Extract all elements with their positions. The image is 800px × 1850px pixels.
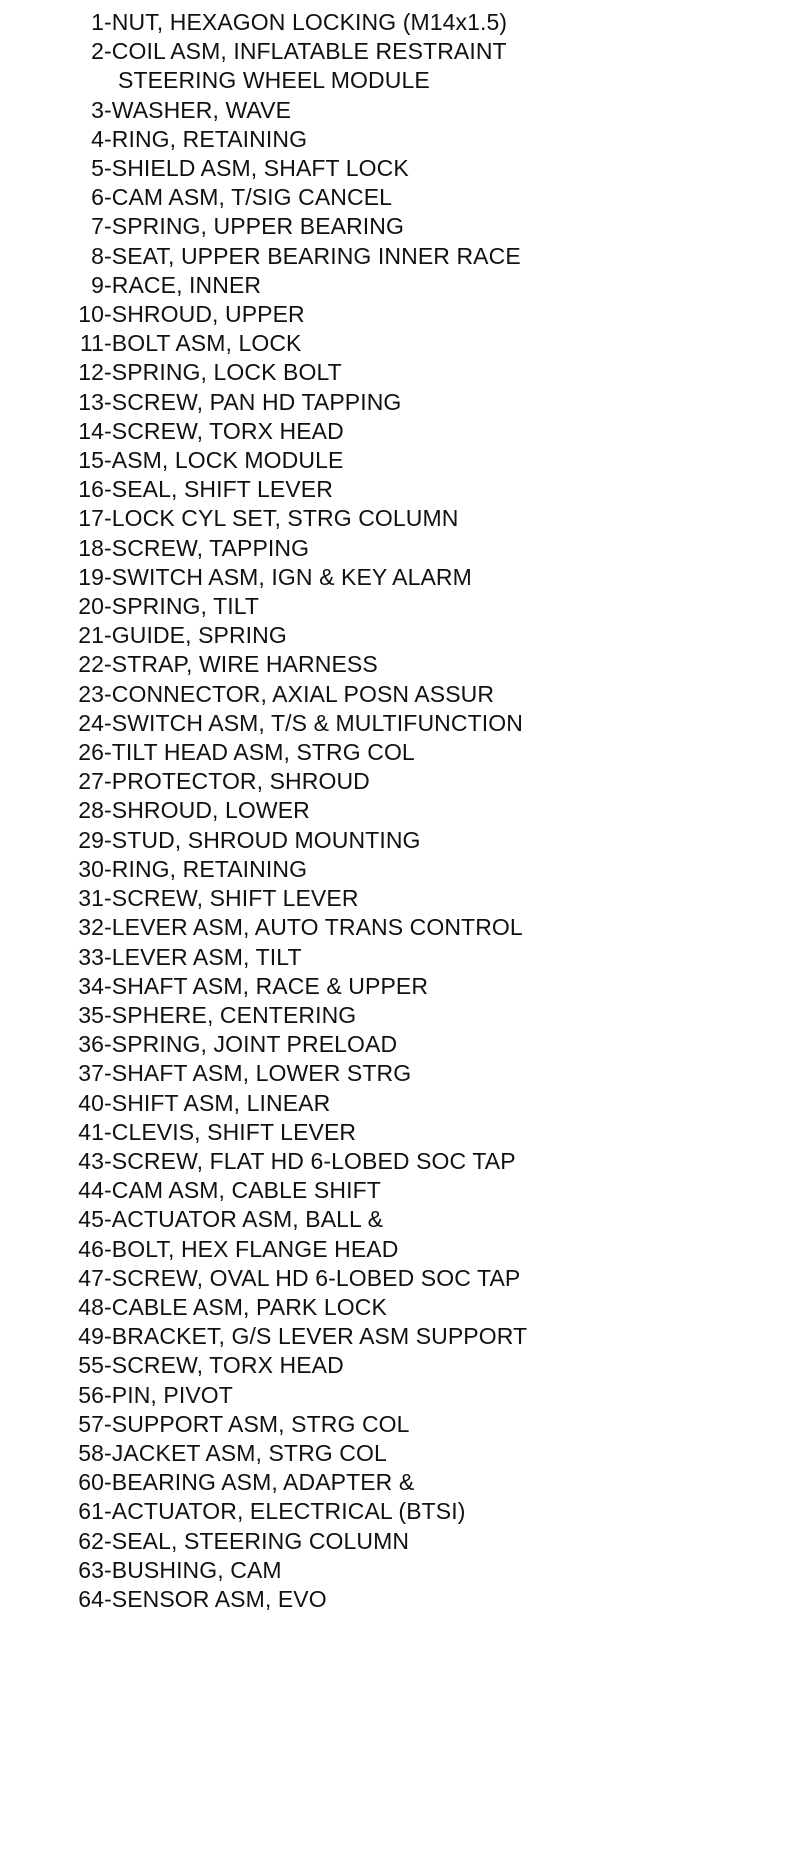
part-item [0,358,800,387]
part-description: SPRING, JOINT PRELOAD [111,1031,398,1058]
part-item [0,329,800,358]
part-number: 63 [78,1556,104,1583]
part-separator: - [104,651,112,678]
part-item [0,1293,800,1322]
part-item [0,271,800,300]
part-separator: - [104,885,112,912]
part-description: LEVER ASM, AUTO TRANS CONTROL [111,914,523,941]
part-description: SEAT, UPPER BEARING INNER RACE [111,242,521,269]
part-number: 9 [91,271,104,298]
part-item [0,1468,800,1497]
part-separator: - [104,1585,112,1612]
part-item [0,1030,800,1059]
part-item [0,650,800,679]
part-number: 29 [78,826,104,853]
part-separator: - [104,943,112,970]
part-separator: - [104,1293,112,1320]
part-item [0,709,800,738]
part-description: SHIELD ASM, SHAFT LOCK [111,155,409,182]
part-item [0,1556,800,1585]
part-separator: - [104,1323,112,1350]
part-number: 27 [78,768,104,795]
part-separator: - [104,505,112,532]
part-item [0,1527,800,1556]
part-item [0,300,800,329]
part-description: SHROUD, UPPER [111,301,305,328]
part-item [0,446,800,475]
part-separator: - [104,359,112,386]
part-item [0,242,800,271]
part-item [0,621,800,650]
part-separator: - [104,242,112,269]
part-separator: - [104,417,112,444]
part-description: CONNECTOR, AXIAL POSN ASSUR [111,680,495,707]
part-separator: - [104,1235,112,1262]
part-separator: - [104,1206,112,1233]
part-item [0,855,800,884]
part-separator: - [104,9,112,35]
part-number: 57 [78,1410,104,1437]
part-description: GUIDE, SPRING [111,622,287,649]
part-number: 22 [78,651,104,678]
part-description: LEVER ASM, TILT [111,943,302,970]
part-description: WASHER, WAVE [111,96,292,123]
part-description: SHROUD, LOWER [111,797,310,824]
part-item [0,1585,800,1614]
part-item [0,1059,800,1088]
part-separator: - [104,1410,112,1437]
part-separator: - [104,1031,112,1058]
part-item [0,563,800,592]
part-separator: - [104,1352,112,1379]
part-description: RING, RETAINING [111,125,308,152]
part-description: SCREW, TORX HEAD [111,417,344,444]
part-description: ASM, LOCK MODULE [111,447,344,474]
part-number: 44 [78,1177,104,1204]
part-description: NUT, HEXAGON LOCKING (M14x1.5) [111,9,508,35]
part-description: CLEVIS, SHIFT LEVER [111,1118,357,1145]
part-item [0,212,800,241]
part-description: ACTUATOR, ELECTRICAL (BTSI) [111,1498,466,1525]
part-separator: - [104,155,112,182]
part-separator: - [104,184,112,211]
part-number: 55 [78,1352,104,1379]
part-number: 64 [78,1585,104,1612]
part-separator: - [104,709,112,736]
part-number: 16 [78,476,104,503]
part-description: JACKET ASM, STRG COL [111,1439,387,1466]
part-separator: - [104,38,112,65]
part-number: 48 [78,1293,104,1320]
part-number: 21 [78,622,104,649]
part-number: 58 [78,1439,104,1466]
part-number: 13 [78,388,104,415]
part-number: 7 [91,213,104,240]
part-description: BRACKET, G/S LEVER ASM SUPPORT [111,1323,528,1350]
part-description: SCREW, TAPPING [111,534,310,561]
part-item [0,8,800,37]
part-item [0,417,800,446]
part-separator: - [104,534,112,561]
part-number: 56 [78,1381,104,1408]
part-separator: - [104,855,112,882]
part-item [0,388,800,417]
part-description: SEAL, SHIFT LEVER [111,476,333,503]
part-number: 41 [78,1118,104,1145]
part-description: CABLE ASM, PARK LOCK [111,1293,387,1320]
part-item [0,534,800,563]
part-number: 33 [78,943,104,970]
part-description: ACTUATOR ASM, BALL & [111,1206,384,1233]
part-separator: - [104,96,112,123]
part-item [0,826,800,855]
part-description: PROTECTOR, SHROUD [111,768,370,795]
part-number: 6 [91,184,104,211]
part-separator: - [104,680,112,707]
part-separator: - [104,388,112,415]
part-separator: - [104,301,112,328]
part-number: 46 [78,1235,104,1262]
part-separator: - [104,1264,112,1291]
part-description: SCREW, FLAT HD 6-LOBED SOC TAP [111,1147,516,1174]
part-separator: - [104,1498,112,1525]
part-description: SPRING, UPPER BEARING [111,213,404,240]
part-item [0,1351,800,1380]
part-number: 26 [78,739,104,766]
part-separator: - [104,826,112,853]
part-number: 19 [78,563,104,590]
part-description: BUSHING, CAM [111,1556,282,1583]
part-description: SHAFT ASM, RACE & UPPER [111,972,429,999]
part-item [0,680,800,709]
part-item [0,972,800,1001]
part-number: 23 [78,680,104,707]
part-number: 45 [78,1206,104,1233]
part-description: BOLT, HEX FLANGE HEAD [111,1235,399,1262]
part-item [0,1322,800,1351]
part-number: 1 [91,9,104,35]
part-separator: - [104,125,112,152]
part-number: 14 [78,417,104,444]
part-description: SENSOR ASM, EVO [111,1585,327,1612]
part-description: PIN, PIVOT [111,1381,233,1408]
part-separator: - [104,1147,112,1174]
part-number: 31 [78,885,104,912]
part-description: CAM ASM, T/SIG CANCEL [111,184,393,211]
part-description: BEARING ASM, ADAPTER & [111,1469,415,1496]
part-number: 20 [78,593,104,620]
part-item [0,154,800,183]
part-number: 37 [78,1060,104,1087]
part-number: 43 [78,1147,104,1174]
part-description: SCREW, TORX HEAD [111,1352,344,1379]
part-separator: - [104,1527,112,1554]
part-number: 36 [78,1031,104,1058]
part-number: 60 [78,1469,104,1496]
part-separator: - [104,768,112,795]
part-item [0,1497,800,1526]
part-description: SHIFT ASM, LINEAR [111,1089,331,1116]
part-number: 24 [78,709,104,736]
part-description: SCREW, SHIFT LEVER [111,885,359,912]
part-description: SPRING, TILT [111,593,260,620]
part-number: 11 [79,330,104,357]
part-separator: - [104,563,112,590]
part-number: 3 [91,96,104,123]
part-number: 8 [91,242,104,269]
part-item [0,884,800,913]
part-separator: - [104,622,112,649]
part-item [0,796,800,825]
part-description: SWITCH ASM, IGN & KEY ALARM [111,563,472,590]
part-item [0,183,800,212]
part-description: BOLT ASM, LOCK [111,330,302,357]
part-description: STUD, SHROUD MOUNTING [111,826,421,853]
part-item [0,592,800,621]
part-separator: - [104,476,112,503]
part-item [0,1381,800,1410]
part-description: SHAFT ASM, LOWER STRG [111,1060,412,1087]
part-number: 40 [78,1089,104,1116]
part-item [0,1235,800,1264]
part-number: 62 [78,1527,104,1554]
part-item [0,1439,800,1468]
parts-list [0,8,800,1614]
part-item [0,504,800,533]
part-item [0,1089,800,1118]
part-item [0,943,800,972]
part-description: STRAP, WIRE HARNESS [111,651,378,678]
part-number: 2 [91,38,104,65]
part-description: SWITCH ASM, T/S & MULTIFUNCTION [111,709,523,736]
part-description-continuation: STEERING WHEEL MODULE [118,67,430,94]
part-item [0,96,800,125]
part-description: COIL ASM, INFLATABLE RESTRAINT [111,38,507,65]
part-description: TILT HEAD ASM, STRG COL [111,739,415,766]
part-number: 47 [78,1264,104,1291]
part-separator: - [104,213,112,240]
part-number: 12 [78,359,104,386]
part-separator: - [104,797,112,824]
part-separator: - [104,271,112,298]
part-separator: - [104,1439,112,1466]
part-number: 17 [78,505,104,532]
part-separator: - [104,1060,112,1087]
part-number: 4 [91,125,104,152]
part-description: LOCK CYL SET, STRG COLUMN [111,505,459,532]
part-item [0,37,800,95]
part-item [0,1118,800,1147]
part-number: 34 [78,972,104,999]
part-description: SCREW, PAN HD TAPPING [111,388,402,415]
part-separator: - [104,1177,112,1204]
part-separator: - [104,1381,112,1408]
part-number: 61 [78,1498,104,1525]
part-item [0,1264,800,1293]
part-item [0,738,800,767]
part-number: 35 [78,1001,104,1028]
part-separator: - [104,330,112,357]
part-number: 5 [91,155,104,182]
part-separator: - [104,739,112,766]
part-description: RACE, INNER [111,271,262,298]
part-item [0,1205,800,1234]
part-item [0,767,800,796]
part-number: 32 [78,914,104,941]
part-separator: - [104,1469,112,1496]
part-separator: - [104,1556,112,1583]
part-description: SCREW, OVAL HD 6-LOBED SOC TAP [111,1264,521,1291]
part-description: CAM ASM, CABLE SHIFT [111,1177,381,1204]
part-item [0,1001,800,1030]
part-separator: - [104,1118,112,1145]
part-number: 49 [78,1323,104,1350]
part-item [0,1147,800,1176]
part-number: 30 [78,855,104,882]
part-description: SUPPORT ASM, STRG COL [111,1410,410,1437]
part-separator: - [104,593,112,620]
part-number: 18 [78,534,104,561]
part-description: SPHERE, CENTERING [111,1001,357,1028]
part-description: SEAL, STEERING COLUMN [111,1527,410,1554]
part-description: RING, RETAINING [111,855,308,882]
part-item [0,1176,800,1205]
part-number: 10 [78,301,104,328]
part-separator: - [104,1089,112,1116]
part-separator: - [104,914,112,941]
part-item [0,913,800,942]
part-separator: - [104,1001,112,1028]
part-separator: - [104,447,112,474]
part-item [0,1410,800,1439]
part-item [0,125,800,154]
part-item [0,475,800,504]
part-separator: - [104,972,112,999]
part-number: 28 [78,797,104,824]
part-description: SPRING, LOCK BOLT [111,359,342,386]
part-number: 15 [78,447,104,474]
